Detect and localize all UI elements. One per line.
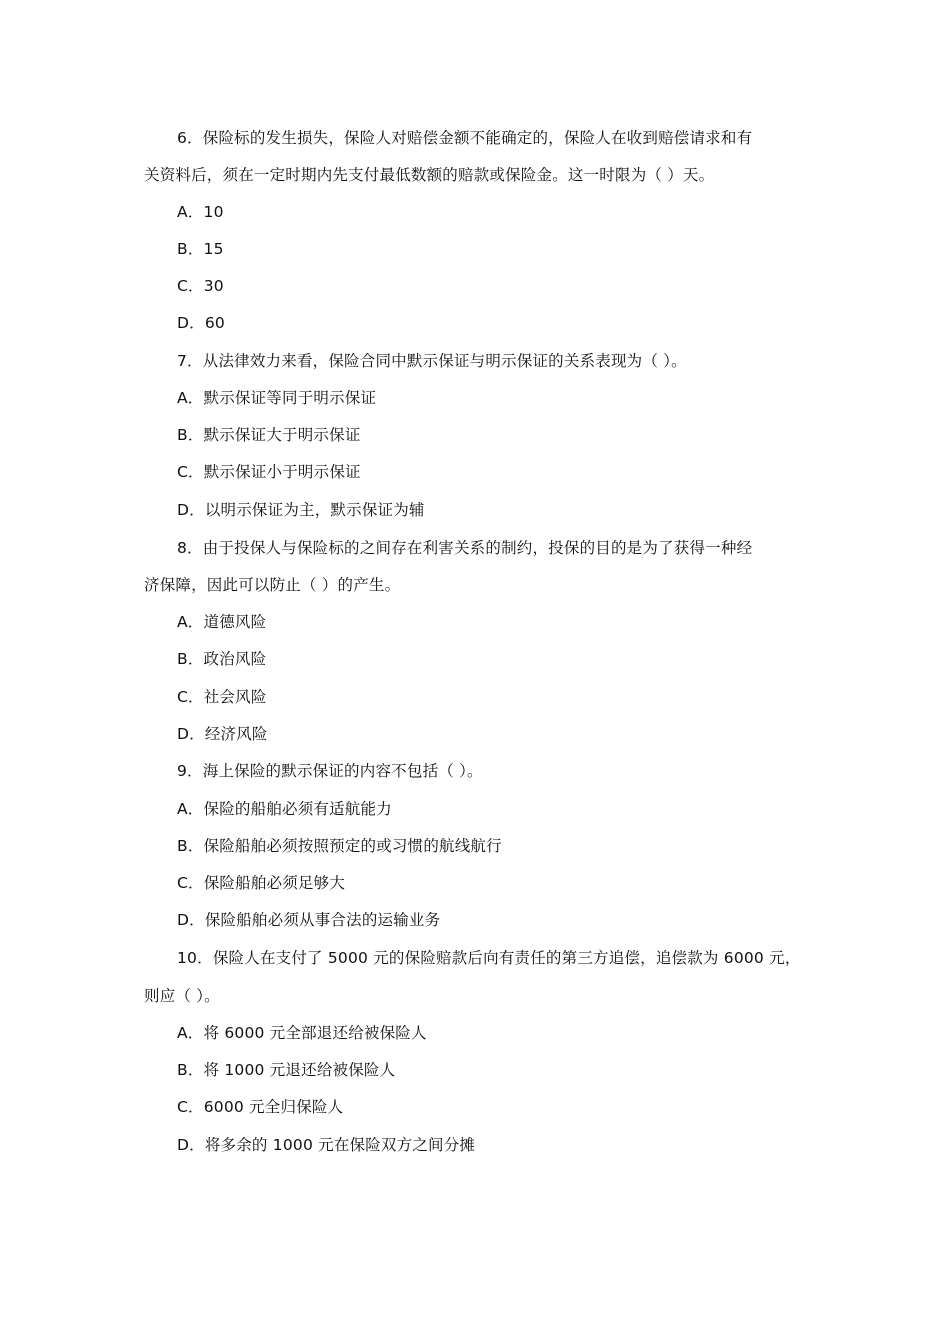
question-9-option-b: B．保险船舶必须按照预定的或习惯的航线航行 [177,837,502,855]
question-7-option-a: A．默示保证等同于明示保证 [177,389,377,407]
question-9-option-c: C．保险船舶必须足够大 [177,874,346,892]
question-8-option-c: C．社会风险 [177,688,267,706]
question-7-text-line-1: 7．从法律效力来看，保险合同中默示保证与明示保证的关系表现为（ ）。 [177,352,687,370]
question-9-option-a: A．保险的船舶必须有适航能力 [177,800,392,818]
question-10-option-c: C．6000 元全归保险人 [177,1098,344,1116]
question-6-option-d: D．60 [177,314,225,332]
question-7-option-b: B．默示保证大于明示保证 [177,426,361,444]
question-9-text-line-1: 9．海上保险的默示保证的内容不包括（ ）。 [177,762,483,780]
question-9-option-d: D．保险船舶必须从事合法的运输业务 [177,911,441,929]
question-6-option-a: A．10 [177,203,224,221]
question-8-option-b: B．政治风险 [177,650,267,668]
question-8-option-d: D．经济风险 [177,725,268,743]
question-8-option-a: A．道德风险 [177,613,267,631]
question-7-option-c: C．默示保证小于明示保证 [177,463,361,481]
question-10-option-b: B．将 1000 元退还给被保险人 [177,1061,396,1079]
question-10-text-line-1: 10．保险人在支付了 5000 元的保险赔款后向有责任的第三方追偿，追偿款为 6000 元， [177,949,801,967]
question-7-option-d: D．以明示保证为主，默示保证为辅 [177,501,425,519]
question-6-text-line-2: 关资料后，须在一定时期内先支付最低数额的赔款或保险金。这一时限为（ ）天。 [144,166,715,184]
question-6-option-b: B．15 [177,240,224,258]
question-6-option-c: C．30 [177,277,224,295]
question-8-text-line-2: 济保障，因此可以防止（ ）的产生。 [144,576,401,594]
question-8-text-line-1: 8．由于投保人与保险标的之间存在利害关系的制约，投保的目的是为了获得一种经 [177,539,753,557]
question-6-text-line-1: 6．保险标的发生损失，保险人对赔偿金额不能确定的，保险人在收到赔偿请求和有 [177,129,753,147]
question-10-option-d: D．将多余的 1000 元在保险双方之间分摊 [177,1136,476,1154]
question-10-text-line-2: 则应（ ）。 [144,987,220,1005]
question-10-option-a: A．将 6000 元全部退还给被保险人 [177,1024,427,1042]
